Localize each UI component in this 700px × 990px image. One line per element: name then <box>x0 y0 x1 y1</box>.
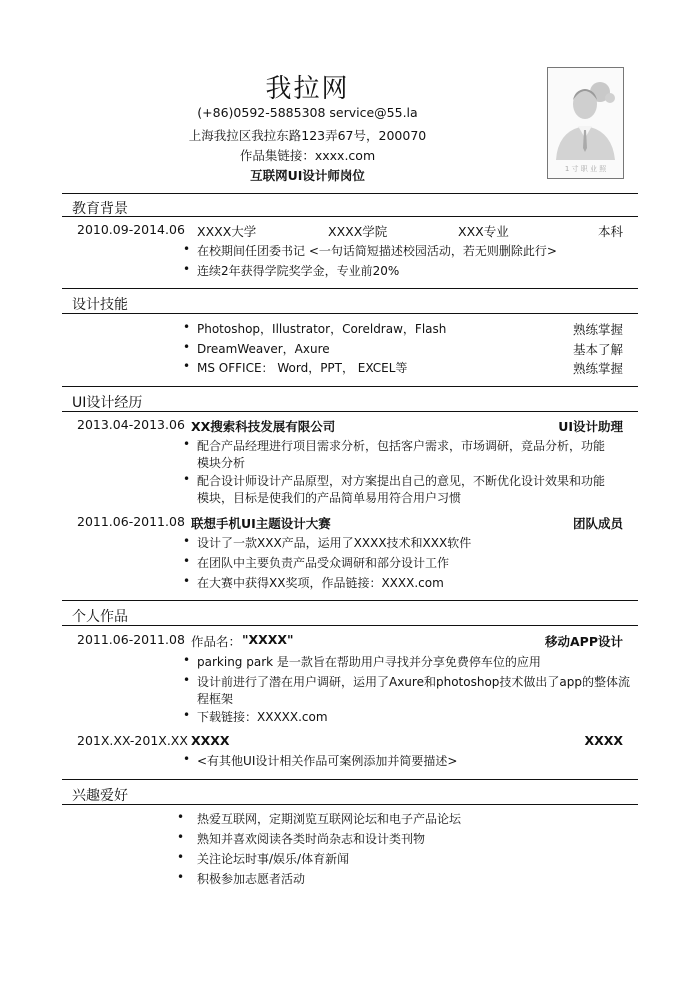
bullet-icon: • <box>183 653 191 667</box>
list-item: 配合设计师设计产品原型，对方案提出自己的意见，不断优化设计效果和功能 <box>197 474 606 488</box>
work-name: XXXX <box>191 733 230 748</box>
bullet-icon: • <box>183 752 191 766</box>
bullet-icon: • <box>183 340 191 354</box>
target-position: 互联网UI设计师岗位 <box>250 168 365 183</box>
bullet-icon: • <box>183 673 191 687</box>
work-role: XXXX <box>584 733 623 748</box>
work-role: 移动APP设计 <box>545 634 623 649</box>
job-role: 团队成员 <box>572 516 623 531</box>
skill-item: MS OFFICE： Word，PPT， EXCEL等 <box>197 361 408 375</box>
work-name-label: 作品名： <box>191 634 242 649</box>
resume-name: 我拉网 <box>265 74 350 104</box>
hobby-item: 热爱互联网，定期浏览互联网论坛和电子产品论坛 <box>197 812 462 826</box>
education-major: XXX专业 <box>458 224 509 239</box>
work-period: 2011.06-2011.08 <box>77 632 185 647</box>
skill-level: 基本了解 <box>572 342 623 357</box>
divider <box>62 288 638 289</box>
divider <box>62 411 638 412</box>
divider <box>62 625 638 626</box>
bullet-icon: • <box>183 708 191 722</box>
divider <box>62 779 638 780</box>
list-item-continued: 模块分析 <box>197 456 246 470</box>
list-item-continued: 程框架 <box>197 692 234 706</box>
bullet-icon: • <box>183 472 191 486</box>
list-item: 配合产品经理进行项目需求分析，包括客户需求，市场调研，竞品分析，功能 <box>197 439 606 453</box>
bullet-icon: • <box>183 242 191 256</box>
list-item: 在校期间任团委书记 <一句话简短描述校园活动，若无则删除此行> <box>197 244 557 258</box>
section-title-education: 教育背景 <box>72 201 128 217</box>
hobby-item: 熟知并喜欢阅读各类时尚杂志和设计类刊物 <box>197 832 426 846</box>
bullet-icon: • <box>183 534 191 548</box>
bullet-icon: • <box>183 437 191 451</box>
skill-item: DreamWeaver，Axure <box>197 342 330 356</box>
bullet-icon: • <box>183 574 191 588</box>
hobby-item: 关注论坛时事/娱乐/体育新闻 <box>197 852 350 866</box>
job-period: 2013.04-2013.06 <box>77 417 185 432</box>
divider <box>62 386 638 387</box>
bullet-icon: • <box>183 320 191 334</box>
divider <box>62 193 638 194</box>
list-item-continued: 模块，目标是使我们的产品简单易用符合用户习惯 <box>197 491 462 505</box>
hobby-item: 积极参加志愿者活动 <box>197 872 306 886</box>
education-degree: 本科 <box>597 224 623 239</box>
bullet-icon: • <box>183 262 191 276</box>
section-title-works: 个人作品 <box>72 609 128 625</box>
list-item: 设计了一款XXX产品，运用了XXXX技术和XXX软件 <box>197 536 472 550</box>
bullet-icon: • <box>177 850 185 864</box>
bullet-icon: • <box>183 554 191 568</box>
skill-level: 熟练掌握 <box>572 322 623 337</box>
skill-level: 熟练掌握 <box>572 361 623 376</box>
work-period: 201X.XX-201X.XX <box>77 733 188 748</box>
bullet-icon: • <box>183 359 191 373</box>
job-role: UI设计助理 <box>558 419 623 434</box>
profile-photo <box>547 67 624 179</box>
education-college: XXXX学院 <box>328 224 388 239</box>
avatar-silhouette-icon <box>548 68 623 166</box>
list-item: 在团队中主要负责产品受众调研和部分设计工作 <box>197 556 450 570</box>
list-item: parking park 是一款旨在帮助用户寻找并分享免费停车位的应用 <box>197 655 541 669</box>
bullet-icon: • <box>177 870 185 884</box>
list-item: <有其他UI设计相关作品可案例添加并简要描述> <box>197 754 458 768</box>
contact-line: (+86)0592-5885308 service@55.la <box>197 105 418 120</box>
education-school: XXXX大学 <box>197 224 257 239</box>
job-org: XX搜索科技发展有限公司 <box>191 419 336 434</box>
skill-item: Photoshop，Illustrator，Coreldraw，Flash <box>197 322 447 336</box>
list-item: 在大赛中获得XX奖项，作品链接：XXXX.com <box>197 576 444 590</box>
section-title-skills: 设计技能 <box>72 297 128 313</box>
section-title-hobbies: 兴趣爱好 <box>72 788 128 804</box>
divider <box>62 600 638 601</box>
bullet-icon: • <box>177 810 185 824</box>
portfolio-link[interactable]: 作品集链接：xxxx.com <box>239 148 376 163</box>
address-line: 上海我拉区我拉东路123弄67号，200070 <box>188 128 427 143</box>
job-org: 联想手机UI主题设计大赛 <box>191 516 331 531</box>
work-name: "XXXX" <box>242 632 294 647</box>
download-link[interactable]: 下载链接：XXXXX.com <box>197 710 328 724</box>
education-period: 2010.09-2014.06 <box>77 222 185 237</box>
list-item: 连续2年获得学院奖学金，专业前20% <box>197 264 400 278</box>
job-period: 2011.06-2011.08 <box>77 514 185 529</box>
divider <box>62 216 638 217</box>
bullet-icon: • <box>177 830 185 844</box>
list-item: 设计前进行了潜在用户调研，运用了Axure和photoshop技术做出了app的整体流 <box>197 675 630 689</box>
divider <box>62 804 638 805</box>
divider <box>62 313 638 314</box>
photo-caption: 1 寸 职 业 照 <box>564 165 607 173</box>
section-title-experience: UI设计经历 <box>72 395 143 411</box>
